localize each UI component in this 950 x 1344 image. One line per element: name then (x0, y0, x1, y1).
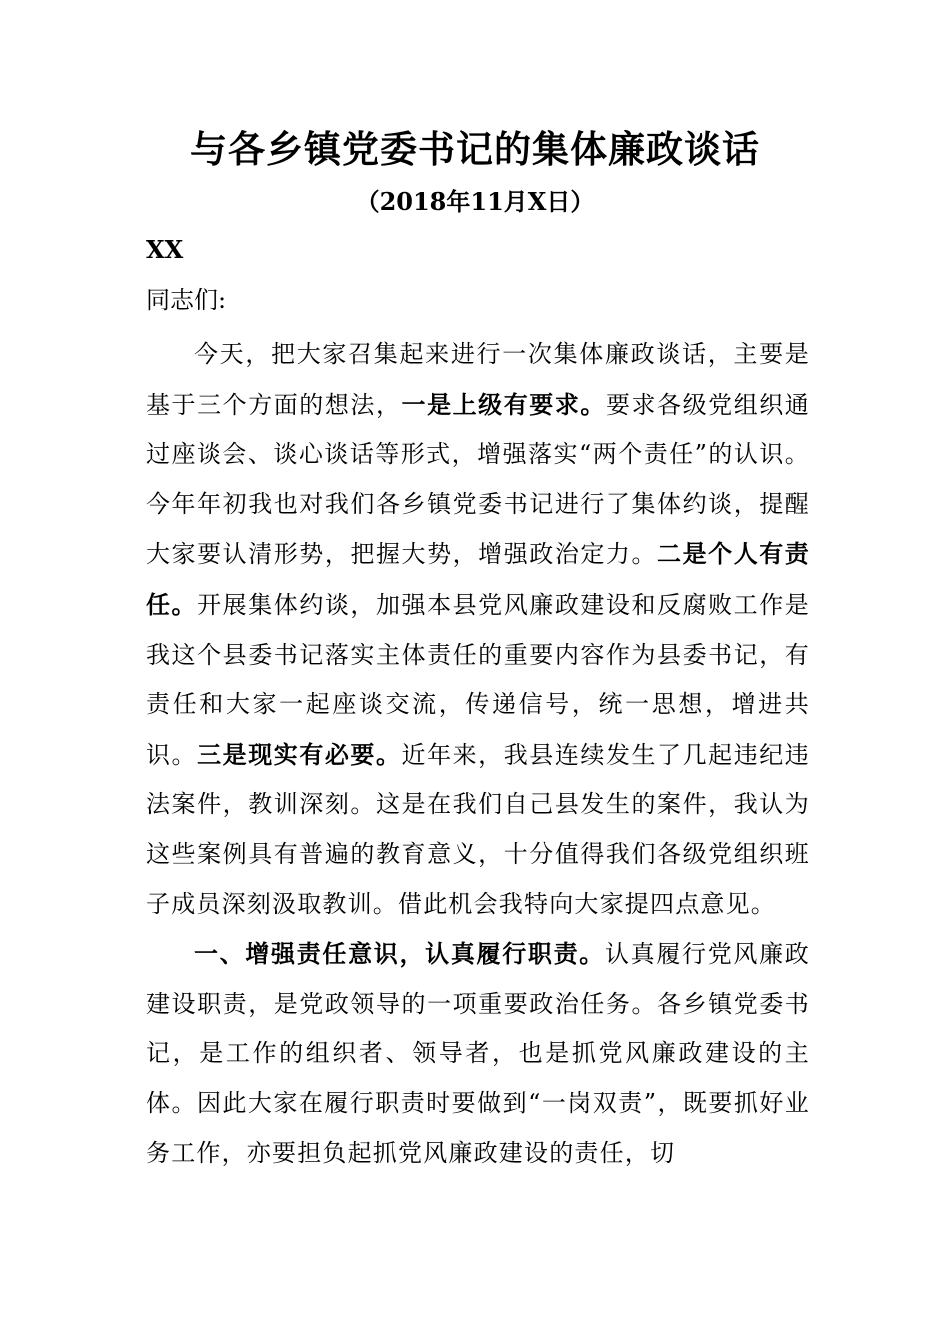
paragraph-intro (146, 330, 810, 929)
section-one-heading: 一、增强责任意识，认真履行职责。 (194, 939, 605, 969)
author-name: XX (146, 235, 184, 264)
document-title: 与各乡镇党委书记的集体廉政谈话 (190, 127, 760, 171)
text-segment: 要求各级党组织通过座谈会、谈心谈话等形式，增强落实“两个责任”的认识。今年年初我也对我们各乡镇党委书记进行了集体约谈，提醒大家要认清形势，把握大势，增强政治定力。 (146, 390, 810, 569)
paragraph-section-one (146, 929, 810, 1178)
text-segment: 近年来，我县连续发生了几起违纪违法案件，教训深刻。这是在我们自己县发生的案件，我认为这些案例具有普遍的教育意义，十分值得我们各级党组织班子成员深刻汲取教训。借此机会我特向大家提四点意见。 (146, 740, 810, 918)
text-segment: 开展集体约谈，加强本县党风廉政建设和反腐败工作是我这个县委书记落实主体责任的重要内容作为县委书记，有责任和大家一起座谈交流，传递信号，统一思想，增进共识。 (146, 590, 810, 769)
greeting: 同志们: (146, 286, 227, 314)
point-two-heading: 二是个人有责任。 (146, 539, 811, 619)
body-text (146, 330, 810, 1178)
text-segment: 今天，把大家召集起来进行一次集体廉政谈话，主要是基于三个方面的想法， (146, 340, 810, 419)
text-segment: 认真履行党风廉政建设职责，是党政领导的一项重要政治任务。各乡镇党委书记，是工作的组织者、领导者，也是抓党风廉政建设的主体。因此大家在履行职责时要做到“一岗双责”，既要抓好业务工作，亦要担负起抓党风廉政建设的责任，切 (146, 940, 810, 1167)
point-three-heading: 三是现实有必要。 (197, 739, 402, 769)
point-one-heading: 一是上级有要求。 (401, 389, 606, 419)
date-line: （2018年11月X日） (355, 187, 595, 216)
